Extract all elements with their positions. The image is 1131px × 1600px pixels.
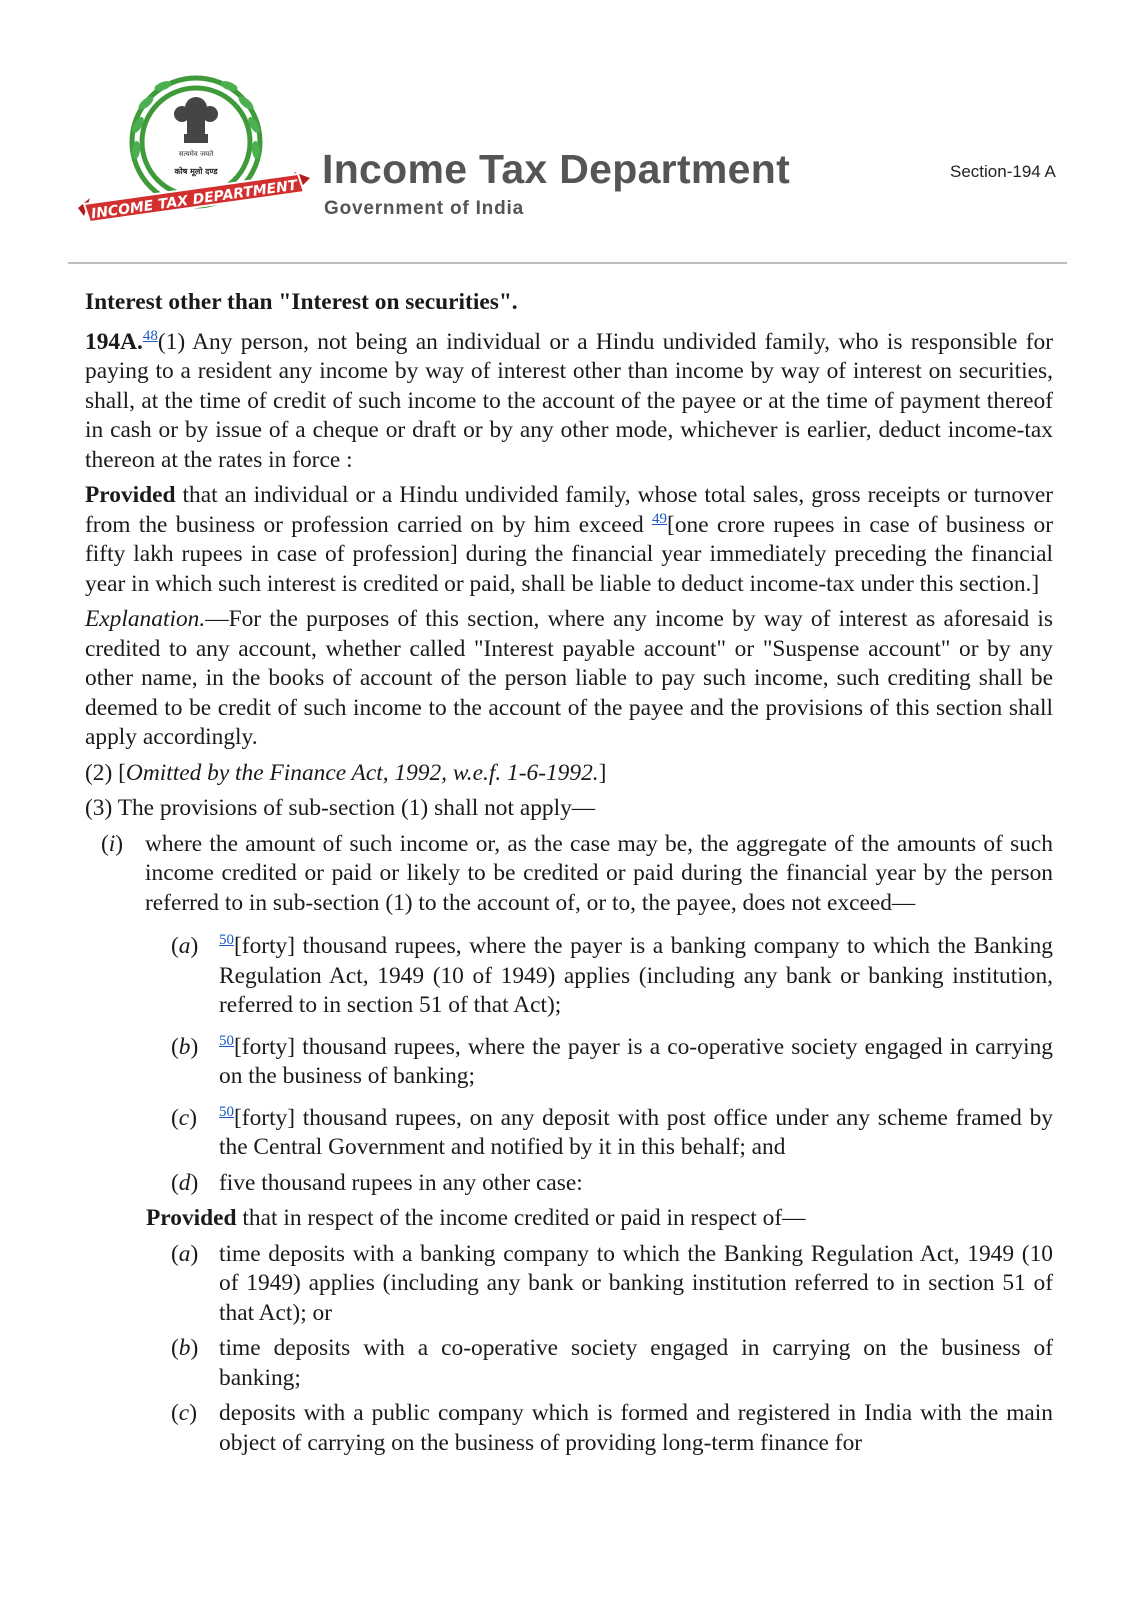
footnote-link-49[interactable]: 49 xyxy=(652,510,668,527)
svg-text:सत्यमेव जयते: सत्यमेव जयते xyxy=(178,150,214,158)
clause-b: (b) $^{50}$[forty] thousand rupees, where the payer is a co-operative society engaged in carrying on the business of banking; xyxy=(171,1032,1053,1089)
income-tax-emblem-logo xyxy=(78,70,310,232)
explanation: Explanation.—For the purposes of this section, where any income by way of interest as aforesaid is credited to any account, whether called "Interest payable account" or "Suspense account" or by any other name, in the books of account of the person liable to pay such income, such crediting shall be deemed to be credit of such income to the account of the payee and the provisions of this section shall apply accordingly. xyxy=(85,606,1053,750)
footnote-link-48[interactable]: 48 xyxy=(142,327,158,344)
header-divider xyxy=(68,262,1067,264)
clause-d: (d) five thousand rupees in any other case: xyxy=(171,1169,583,1196)
footnote-link-50[interactable]: 50 xyxy=(219,932,234,948)
section-body xyxy=(85,288,1053,1458)
department-subtitle: Government of India xyxy=(324,198,524,219)
clause-marker: (i) xyxy=(101,830,124,857)
proviso-clause-b: (b) time deposits with a co-operative society engaged in carrying on the business of banking; xyxy=(171,1335,1053,1391)
clause-c: (c) $^{50}$[forty] thousand rupees, on any deposit with post office under any scheme framed by the Central Government and notified by it in this behalf; and xyxy=(171,1103,1053,1160)
page-header xyxy=(0,0,1131,262)
proviso-2: Provided that in respect of the income credited or paid in respect of— xyxy=(146,1205,806,1231)
sub-section-2: (2) [Omitted by the Finance Act, 1992, w.e.f. 1-6-1992.] xyxy=(85,759,607,786)
proviso-label: Provided xyxy=(85,482,176,508)
footnote-link-50[interactable]: 50 xyxy=(219,1032,234,1049)
section-number: 194A. xyxy=(85,328,143,355)
proviso-clause-c: (c) deposits with a public company which is formed and registered in India with the main object of carrying on the business of providing long-term finance for xyxy=(171,1400,1053,1456)
clause-a: (a) $^{50}$[forty] thousand rupees, where the payer is a banking company to which the Banking Regulation Act, 1949 (10 of 1949) applies (including any bank or banking institution, referred to in section 51 of that Act); xyxy=(171,932,1053,1018)
sub-section-3: (3) The provisions of sub-section (1) shall not apply— xyxy=(85,795,596,821)
department-title: Income Tax Department xyxy=(322,146,791,192)
sub-section-1 xyxy=(85,328,1053,476)
section-heading: Interest other than "Interest on securities". xyxy=(85,289,518,315)
proviso-clause-a: (a) time deposits with a banking company to which the Banking Regulation Act, 1949 (10 of 1949) applies (including any bank or banking institution referred to in section 51 of that Act); or xyxy=(171,1240,1053,1326)
section-reference: Section-194 A xyxy=(950,162,1056,181)
svg-text:INCOME TAX DEPARTMENT: INCOME TAX DEPARTMENT xyxy=(90,177,299,223)
clause-i: (i) where the amount of such income or, as the case may be, the aggregate of the amounts of such income credited or paid or likely to be credited or paid during the financial year by the person referred to in sub-section (1) to the account of, or to, the payee, does not exceed— xyxy=(101,830,1053,916)
svg-text:कोष मूलो दण्ड: कोष मूलो दण्ड xyxy=(174,167,218,176)
proviso-1: Provided that an individual or a Hindu undivided family, whose total sales, gross receipts or turnover from the business or profession carried on by him exceed $^{49}$[one crore rupees in case of business or fifty lakh rupees in case of profession] during the financial year immediately preceding the financial year in which such interest is credited or paid, shall be liable to deduct income-tax under this section.] xyxy=(85,482,1054,597)
footnote-link-50[interactable]: 50 xyxy=(219,1103,234,1120)
explanation-label: Explanation. xyxy=(85,606,206,632)
sub-section-1-text: (1) Any person, not being an individual or a Hindu undivided family, who is responsible for paying to a resident any income by way of interest other than income by way of interest on securities, shall, at the time of credit of such income to the account of the payee or at the time of payment thereof in cash or by issue of a cheque or draft or by any other mode, whichever is earlier, deduct income-tax thereon at the rates in force : xyxy=(85,328,1053,473)
proviso-label: Provided xyxy=(146,1205,237,1231)
